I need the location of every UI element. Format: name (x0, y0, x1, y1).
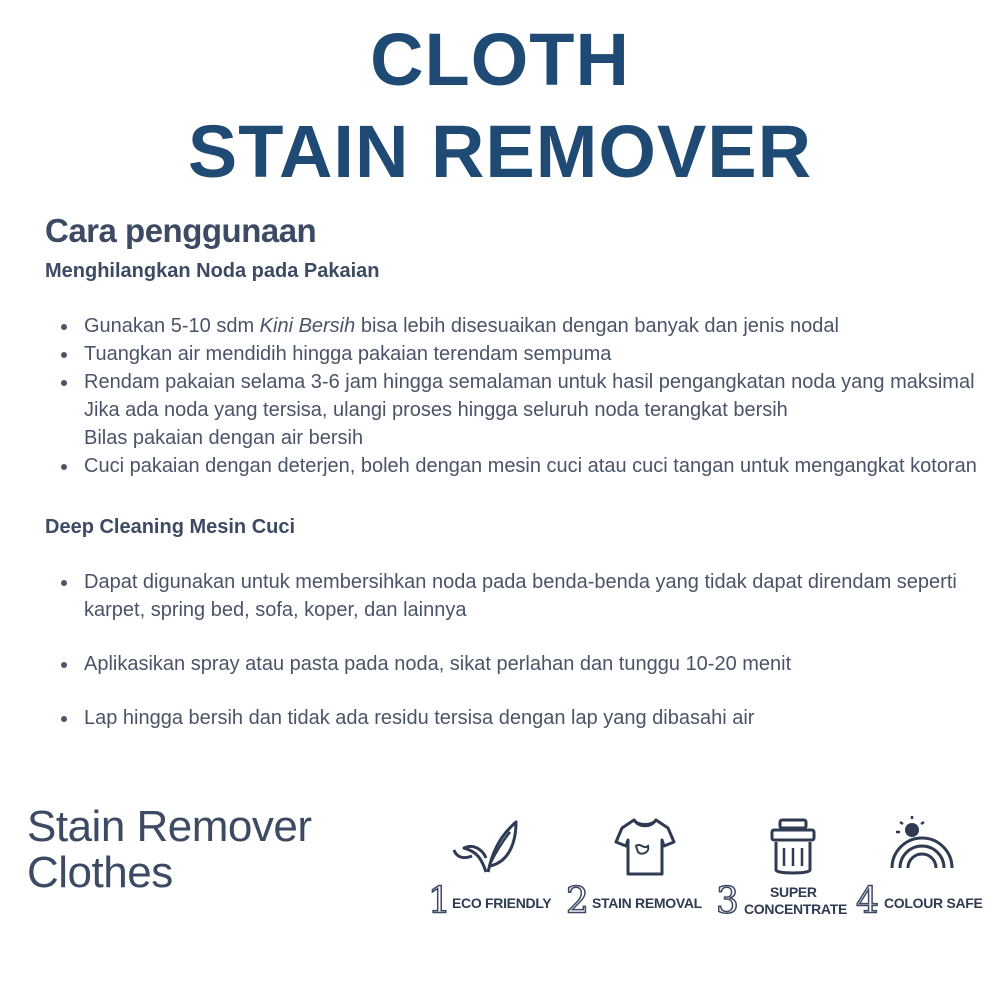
list-item (45, 452, 990, 480)
list-item: Aplikasikan spray atau pasta pada noda, sikat perlahan dan tunggu 10-20 menit (45, 650, 990, 678)
title-line-2: STAIN REMOVER (187, 110, 813, 193)
feature-label-line-2: CONCENTRATE (744, 901, 847, 917)
section-2-list (45, 568, 990, 732)
feature-label: COLOUR SAFE (884, 895, 983, 911)
instructions-heading: Cara penggunaan (45, 212, 317, 249)
list-item: Lap hingga bersih dan tidak ada residu tersisa dengan lap yang dibasahi air (45, 704, 990, 732)
feature-label: ECO FRIENDLY (452, 895, 552, 911)
title-line-1: CLOTH (370, 18, 630, 101)
feature-label-line-1: SUPER (770, 884, 817, 900)
list-item: Dapat digunakan untuk membersihkan noda pada benda-benda yang tidak dapat direndam seperti karpet, spring bed, sofa, koper, dan lainnya (45, 568, 990, 624)
feature-label: STAIN REMOVAL (592, 895, 702, 911)
list-item (45, 340, 990, 368)
item-3-continuation-1: Jika ada noda yang tersisa, ulangi proses hingga seluruh noda terangkat bersih (84, 399, 788, 421)
section-2-title: Deep Cleaning Mesin Cuci (45, 516, 296, 538)
brand-line-1: Stain Remover (27, 802, 312, 851)
feature-badges (0, 810, 1000, 930)
container-icon (768, 818, 818, 878)
list-item (45, 312, 990, 340)
rainbow-sun-icon (886, 814, 958, 874)
feature-number: 1 (428, 881, 451, 922)
section-1-list (45, 312, 990, 480)
list-item (45, 368, 990, 452)
feature-number: 2 (566, 881, 589, 922)
feature-number: 3 (716, 881, 739, 922)
instructions (45, 208, 990, 732)
leaf-icon (452, 814, 520, 878)
item-3-continuation-2: Bilas pakaian dengan air bersih (84, 427, 364, 449)
item-3-text: Rendam pakaian selama 3-6 jam hingga semalaman untuk hasil pengangkatan noda yang maksimal (84, 371, 975, 393)
item-1-product: Kini Bersih (259, 315, 356, 337)
shirt-icon (614, 816, 676, 878)
feature-number: 4 (856, 881, 879, 922)
page-title (0, 14, 1000, 198)
brand-line-2: Clothes (27, 848, 173, 897)
section-1-title: Menghilangkan Noda pada Pakaian (45, 260, 380, 282)
item-2-text: Tuangkan air mendidih hingga pakaian terendam sempuma (84, 343, 612, 365)
item-1-post: bisa lebih disesuaikan dengan banyak dan jenis nodal (355, 315, 839, 337)
item-4-text: Cuci pakaian dengan deterjen, boleh dengan mesin cuci atau cuci tangan untuk mengangkat kotoran (84, 455, 977, 477)
item-1-pre: Gunakan 5-10 sdm (84, 315, 260, 337)
